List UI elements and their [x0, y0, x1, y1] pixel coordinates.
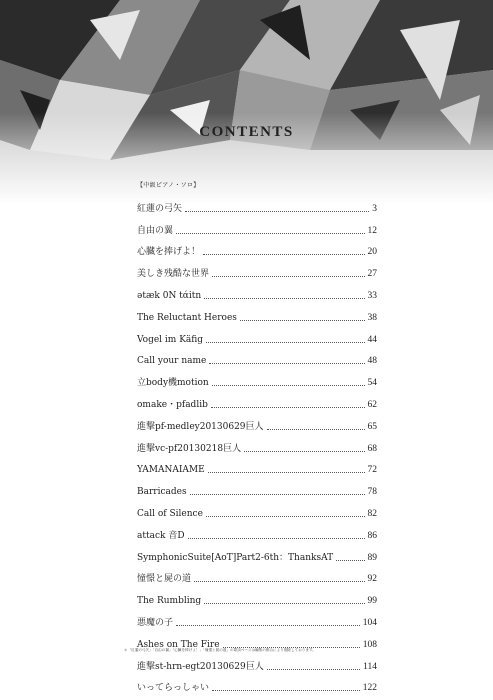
toc-leader-dots: [204, 603, 364, 604]
toc-entry-title: SymphonicSuite[AoT]Part2-6th：ThanksAT: [137, 552, 334, 563]
toc-leader-dots: [212, 276, 364, 277]
page-title: CONTENTS: [199, 124, 294, 140]
toc-leader-dots: [206, 342, 364, 343]
toc-entry-title: Call of Silence: [137, 508, 203, 519]
toc-entry[interactable]: [137, 497, 377, 519]
toc-entry[interactable]: [137, 672, 377, 694]
toc-entry-title: 進撃vc-pf20130218巨人: [137, 443, 242, 454]
toc-entry[interactable]: [137, 410, 377, 432]
toc-entry-page: 99: [367, 596, 377, 607]
toc-entry-page: 122: [362, 683, 377, 694]
toc-leader-dots: [176, 625, 360, 626]
toc-entry[interactable]: [137, 519, 377, 541]
toc-entry-title: いってらっしゃい: [137, 683, 210, 694]
toc-entry-title: Barricades: [137, 487, 187, 498]
toc-entry-page: 72: [367, 465, 377, 476]
toc-entry-page: 82: [367, 508, 377, 519]
toc-entry-title: 進撃pf-medley20130629巨人: [137, 421, 264, 432]
footnote: ＊「紅蓮の弓矢」「自由の翼」「心臓を捧げよ！」「憧憬と屍の道」の歌詞ページは編集の都合により削除しております。: [124, 648, 316, 652]
toc-entry[interactable]: [137, 257, 377, 279]
toc-entry-title: Ashes on The Fire: [137, 639, 220, 650]
toc-entry[interactable]: [137, 236, 377, 258]
toc-entry[interactable]: [137, 388, 377, 410]
toc-entry-page: 44: [367, 334, 377, 345]
toc-leader-dots: [244, 451, 364, 452]
toc-entry[interactable]: [137, 584, 377, 606]
toc-entry[interactable]: [137, 606, 377, 628]
toc-entry-page: 65: [367, 421, 377, 432]
toc-leader-dots: [208, 472, 365, 473]
toc-entry-page: 38: [367, 312, 377, 323]
section-label: 【中級ピアノ・ソロ】: [137, 182, 200, 189]
toc-entry-page: 78: [367, 487, 377, 498]
toc-entry-page: 92: [367, 574, 377, 585]
toc-leader-dots: [185, 211, 369, 212]
toc-entry-title: 進撃st-hrn-egt20130629巨人: [137, 661, 264, 672]
toc-entry[interactable]: [137, 541, 377, 563]
toc-entry-title: 心臓を捧げよ！: [137, 247, 201, 258]
toc-leader-dots: [206, 516, 365, 517]
toc-entry[interactable]: [137, 279, 377, 301]
toc-entry[interactable]: [137, 323, 377, 345]
toc-leader-dots: [267, 669, 360, 670]
toc-entry-title: Call your name: [137, 356, 207, 367]
toc-leader-dots: [194, 581, 364, 582]
toc-entry-title: 自由の翼: [137, 225, 174, 236]
toc-leader-dots: [336, 560, 364, 561]
header-crystal-artwork: [0, 0, 493, 205]
toc-entry-page: 3: [372, 203, 377, 214]
toc-entry-title: 紅蓮の弓矢: [137, 203, 183, 214]
toc-entry-title: 悪魔の子: [137, 617, 174, 628]
toc-leader-dots: [212, 385, 365, 386]
toc-leader-dots: [240, 320, 365, 321]
toc-leader-dots: [204, 298, 364, 299]
toc-entry-title: The Rumbling: [137, 596, 202, 607]
toc-entry-page: 108: [362, 639, 377, 650]
toc-entry-title: The Reluctant Heroes: [137, 312, 237, 323]
toc-entry-title: 憧憬と屍の道: [137, 574, 192, 585]
toc-entry[interactable]: [137, 475, 377, 497]
toc-entry-page: 86: [367, 530, 377, 541]
toc-entry[interactable]: [137, 301, 377, 323]
toc-leader-dots: [203, 254, 364, 255]
toc-entry-title: omake・pfadlib: [137, 399, 208, 410]
toc-entry[interactable]: [137, 345, 377, 367]
toc-entry-page: 48: [367, 356, 377, 367]
toc-leader-dots: [209, 363, 364, 364]
toc-entry[interactable]: [137, 454, 377, 476]
toc-entry-title: ətæk 0N tάitn: [137, 290, 202, 301]
toc-entry-page: 114: [363, 661, 377, 672]
toc-entry-page: 20: [367, 247, 377, 258]
toc-entry-page: 12: [367, 225, 377, 236]
toc-entry-page: 62: [367, 399, 377, 410]
toc-leader-dots: [176, 233, 364, 234]
toc-entry-title: attack 音D: [137, 530, 185, 541]
toc-entry[interactable]: [137, 432, 377, 454]
toc-entry[interactable]: [137, 366, 377, 388]
toc-leader-dots: [211, 407, 365, 408]
toc-entry-title: YAMANAIAME: [137, 465, 205, 476]
toc-entry-page: 27: [367, 269, 377, 280]
toc-entry-page: 33: [367, 290, 377, 301]
toc-leader-dots: [190, 494, 365, 495]
toc-entry-title: 美しき残酷な世界: [137, 269, 210, 280]
toc-entry[interactable]: [137, 628, 377, 650]
toc-entry-page: 104: [362, 617, 377, 628]
table-of-contents: [137, 192, 377, 693]
toc-entry-title: 立body機motion: [137, 378, 209, 389]
toc-entry-title: Vogel im Käfig: [137, 334, 204, 345]
toc-leader-dots: [267, 429, 365, 430]
toc-entry[interactable]: [137, 563, 377, 585]
toc-entry[interactable]: [137, 214, 377, 236]
toc-entry-page: 54: [367, 378, 377, 389]
toc-entry-page: 68: [367, 443, 377, 454]
toc-entry[interactable]: [137, 192, 377, 214]
toc-entry-page: 89: [367, 552, 377, 563]
toc-entry[interactable]: [137, 650, 377, 672]
toc-leader-dots: [188, 538, 365, 539]
toc-leader-dots: [212, 690, 360, 691]
